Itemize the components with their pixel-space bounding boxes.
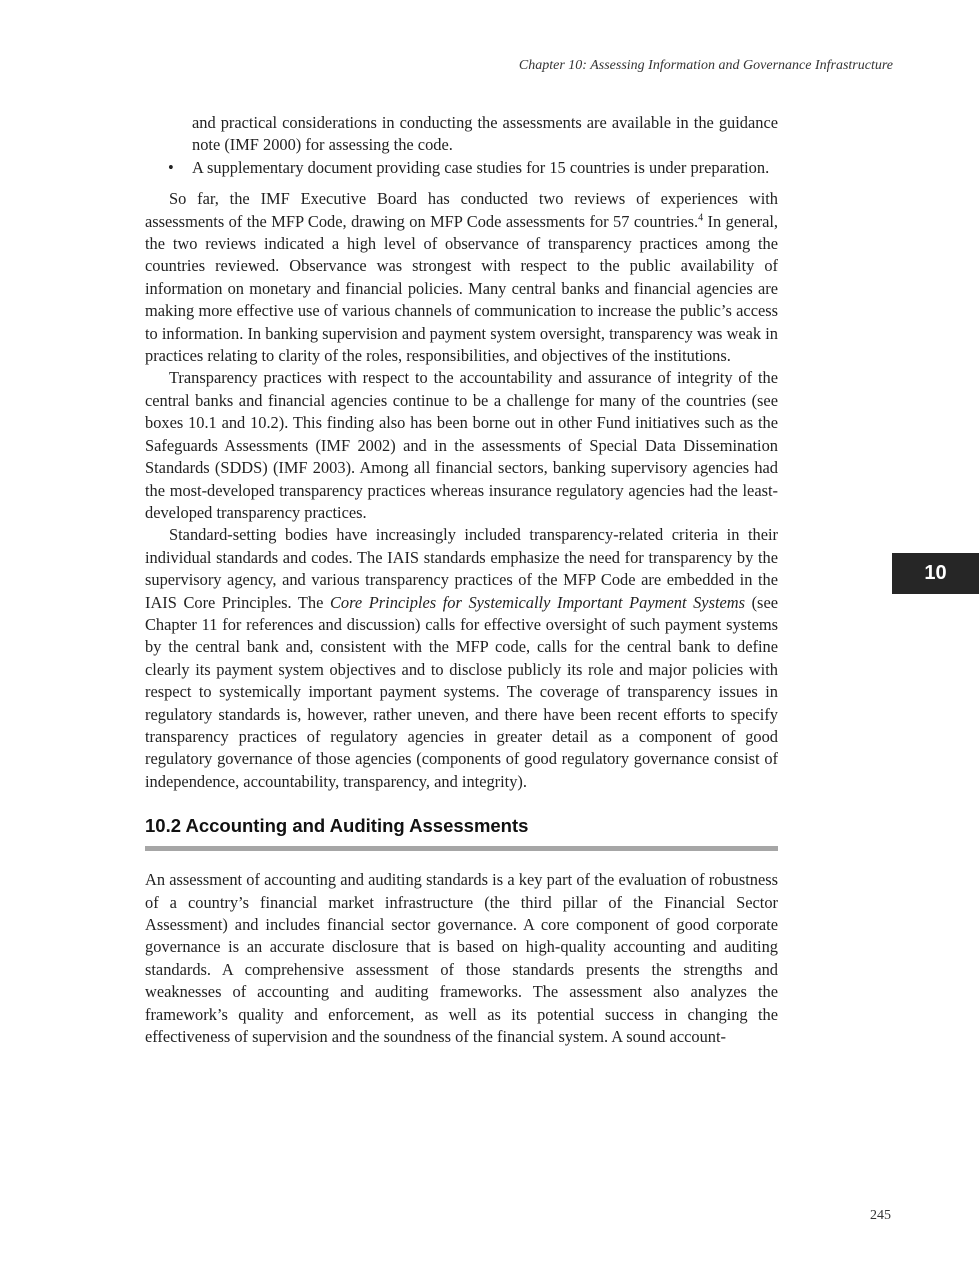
bullet-dot: • (168, 157, 174, 177)
paragraph-1 (145, 188, 778, 367)
running-head: Chapter 10: Assessing Information and Governance Infrastructure (518, 58, 893, 73)
section-paragraph: An assessment of accounting and auditing standards is a key part of the evaluation of robustness of a country’s financial market infrastructure (the third pillar of the Financial Sector Assessment) and includes financial sector governance. A core component of good corporate governance is an accurate disclosure that is based on high-quality accounting and auditing standards. A comprehensive assessment of those standards presents the strengths and weaknesses of accounting and auditing frameworks. The assessment also analyzes the framework’s quality and enforcement, as well as its potential success in changing the effectiveness of supervision and the soundness of the financial system. A sound account- (145, 870, 778, 1047)
section-heading: 10.2 Accounting and Auditing Assessments (145, 815, 529, 837)
chapter-tab: 10 (892, 553, 979, 594)
continued-bullet-text: and practical considerations in conducting the assessments are available in the guidance note (IMF 2000) for assessing the code. (192, 113, 778, 155)
paragraph-3-italic-title: Core Principles for Systemically Important Payment Systems (329, 592, 745, 612)
page-body (145, 112, 778, 1048)
bullet-item (168, 157, 778, 179)
bullet-text: A supplementary document providing case studies for 15 countries is under preparation. (192, 157, 770, 177)
section-rule (145, 846, 778, 851)
footnote-ref: 4 (698, 212, 704, 224)
paragraph-2: Transparency practices with respect to the accountability and assurance of integrity of the central banks and financial agencies continue to be a challenge for many of the countries (see boxes 10.1 and 10.2). This finding also has been borne out in other Fund initiatives such as the Safeguards Assessments (IMF 2002) and in the assessments of Special Data Dissemination Standards (SDDS) (IMF 2003). Among all financial sectors, banking supervisory agencies had the most-developed transparency practices whereas insurance regulatory agencies had the least-developed transparency practices. (145, 368, 778, 522)
paragraph-1-text-b: In general, the two reviews indicated a high level of observance of transparency practices among the countries reviewed. Observance was strongest with respect to the public availability of information on monetary and financial policies. Many central banks and financial agencies are making more effective use of various channels of communication to increase the public’s access to information. In banking supervision and payment system oversight, transparency was weak in practices relating to clarity of the roles, responsibilities, and objectives of the institutions. (145, 211, 778, 366)
paragraph-1-text-a: So far, the IMF Executive Board has conducted two reviews of experiences with assessments of the MFP Code, drawing on MFP Code assessments for 57 countries. (145, 189, 778, 231)
page-number: 245 (870, 1208, 891, 1223)
paragraph-3-text-b: (see Chapter 11 for references and discussion) calls for effective oversight of such payment systems by the central bank and, consistent with the MFP code, calls for the central bank to define clearly its payment system objectives and to disclose publicly its role and major policies with respect to systemically important payment systems. The coverage of transparency issues in regulatory standards is, however, rather uneven, and there have been recent efforts to specify transparency practices of regulatory agencies in greater detail as a component of good regulatory governance of those agencies (components of good regulatory governance consist of independence, accountability, transparency, and integrity). (145, 592, 778, 791)
paragraph-3-text-a: Standard-setting bodies have increasingly included transparency-related criteria in their individual standards and codes. The IAIS standards emphasize the need for transparency by the supervisory agency, and various transparency practices of the MFP Code are embedded in the IAIS Core Principles. The (145, 525, 778, 612)
paragraph-3 (145, 524, 778, 793)
